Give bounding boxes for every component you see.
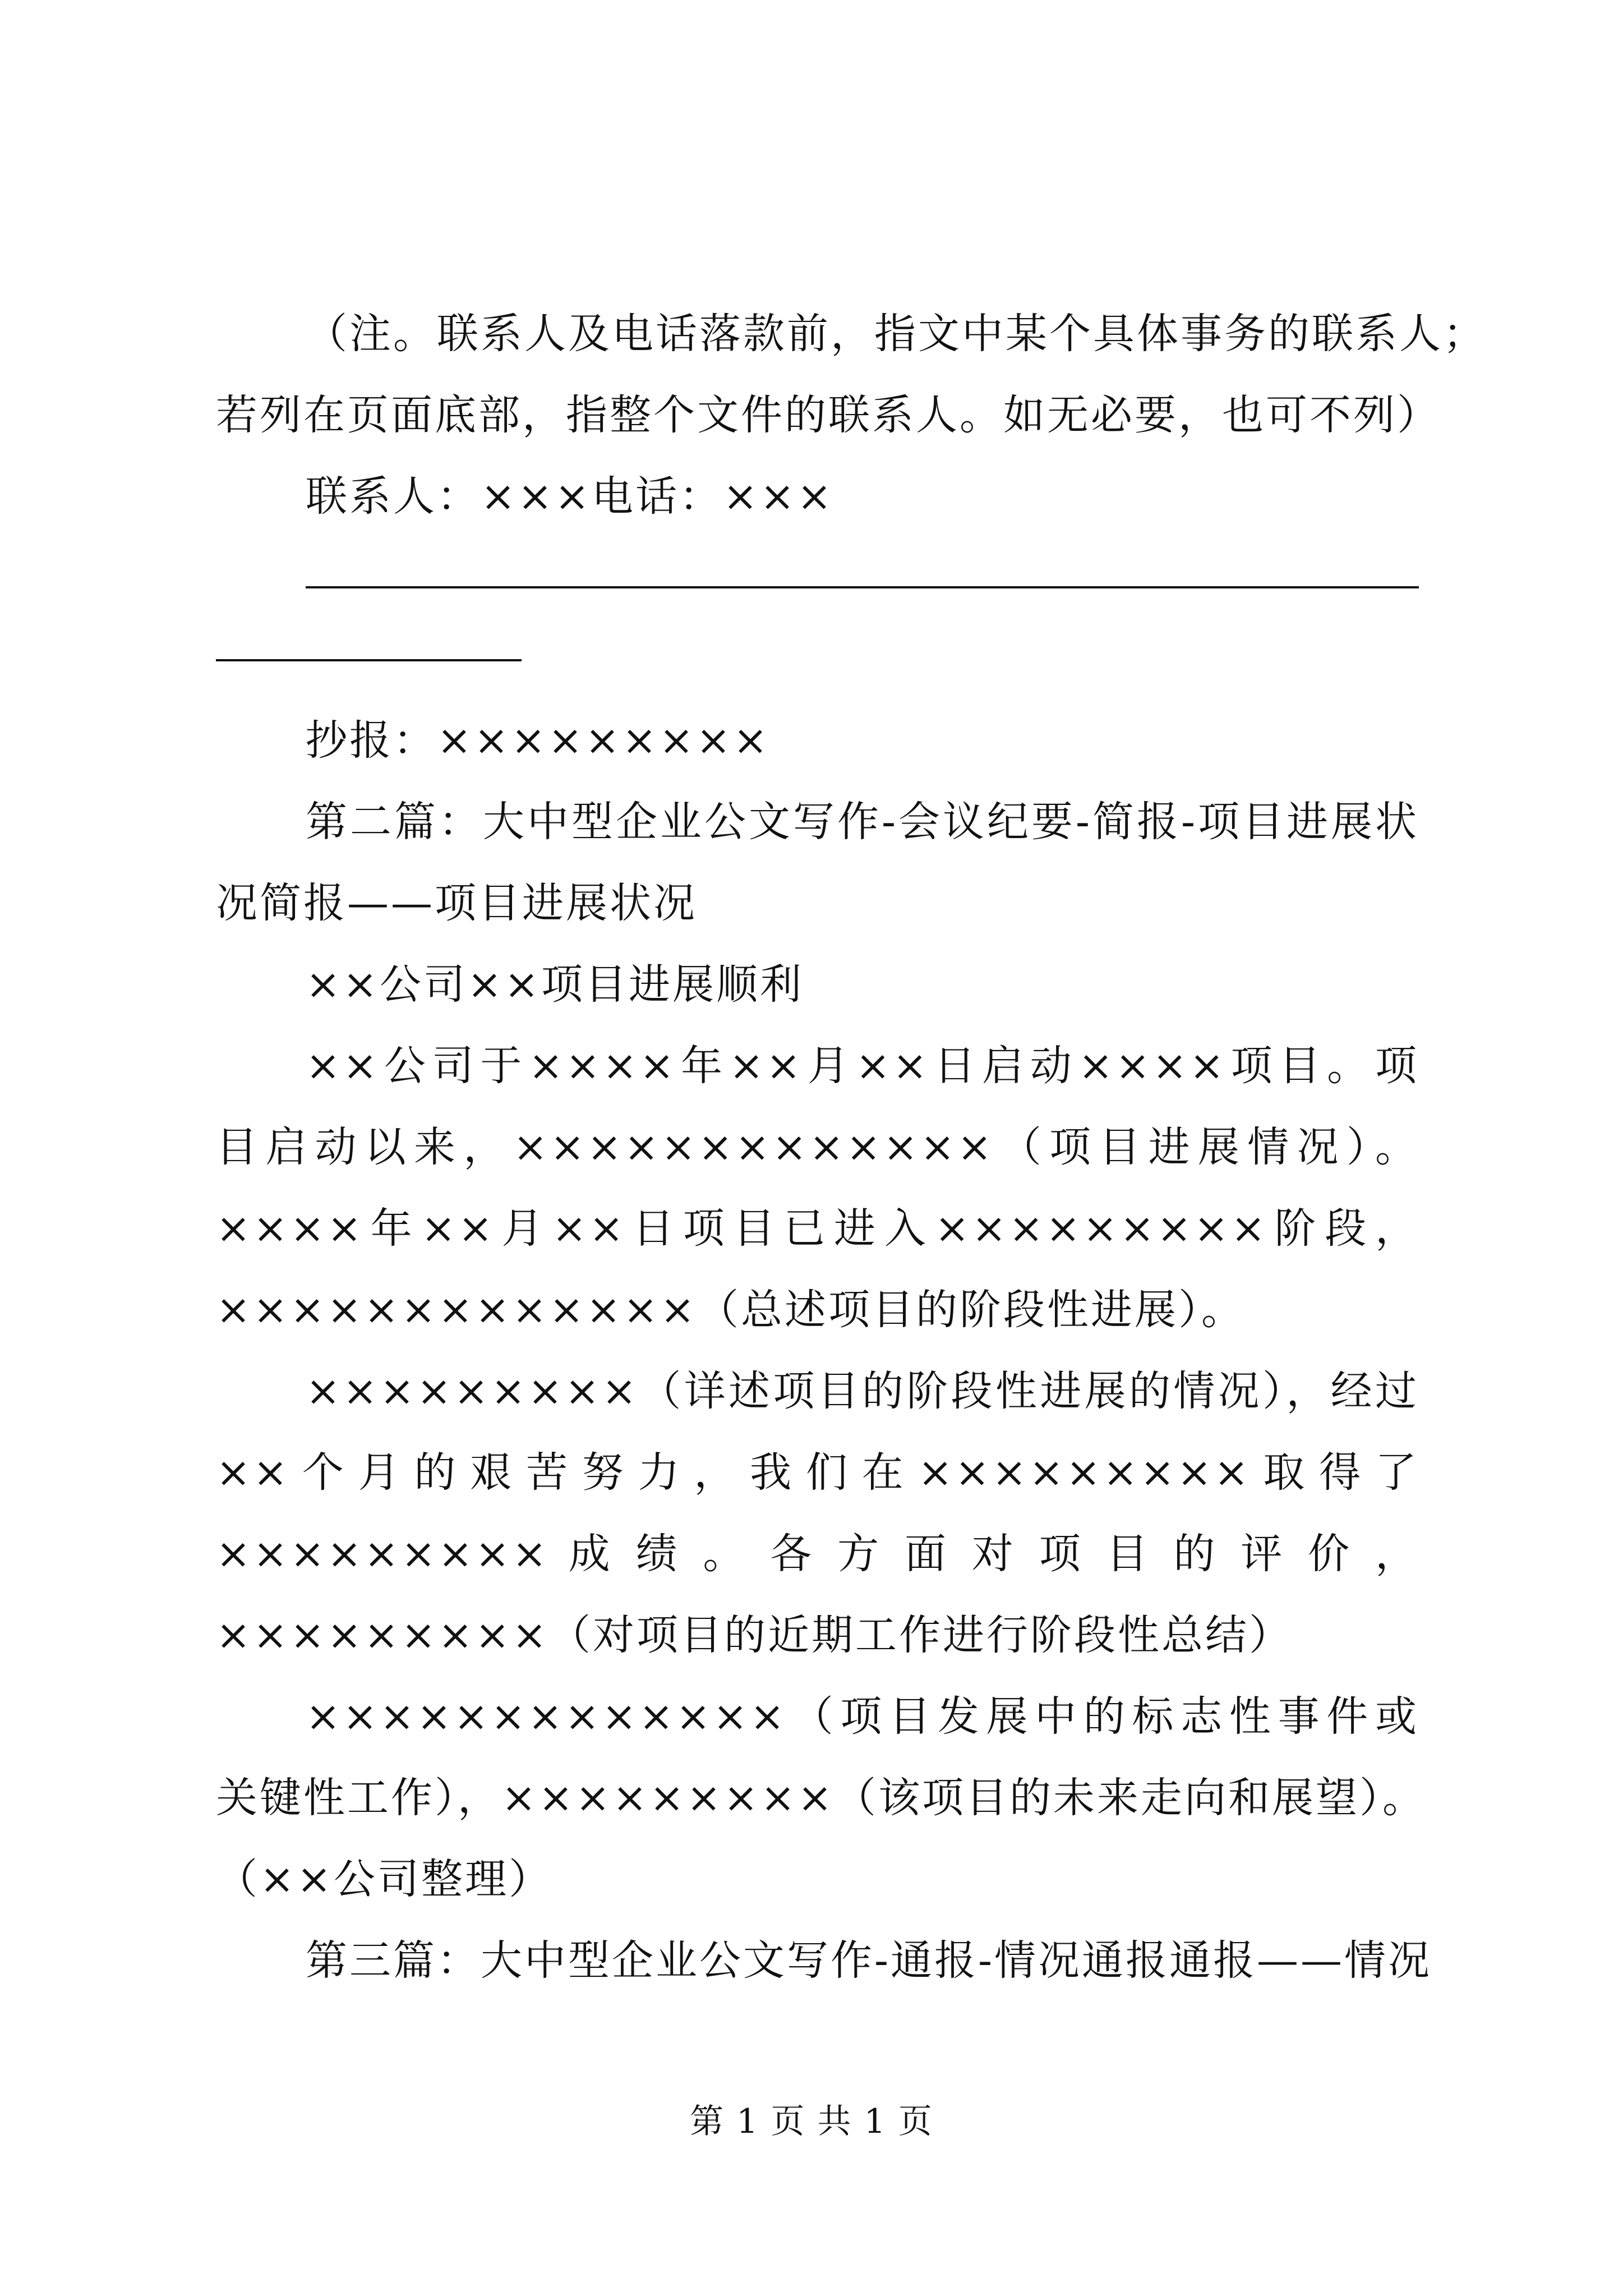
- paragraph-3-line-3: （××公司整理）: [216, 1855, 553, 1903]
- paragraph-2-line-2: ××个月的艰苦努力，我们在×××××××××取得了: [216, 1448, 1419, 1497]
- paragraph-2-line-1: ×××××××××（详述项目的阶段性进展的情况），经过: [306, 1367, 1419, 1415]
- section-three-heading: 第三篇：大中型企业公文写作-通报-情况通报通报——情况: [306, 1936, 1432, 1985]
- briefing-title: ××公司××项目进展顺利: [306, 960, 804, 1009]
- section-two-heading-line-2: 况简报——项目进展状况: [216, 879, 697, 927]
- page-number-footer: 第 1 页 共 1 页: [690, 2102, 933, 2141]
- paragraph-2-line-3: ××××××××× 成 绩 。 各 方 面 对 项 目 的 评 价 ，: [216, 1530, 1419, 1578]
- paragraph-3-line-1: ×××××××××××××（项目发展中的标志性事件或: [306, 1692, 1419, 1741]
- note-paragraph-line-1: （注。联系人及电话落款前，指文中某个具体事务的联系人；: [306, 310, 1487, 358]
- paragraph-1-line-1: ××公司于××××年××月××日启动××××项目。项: [306, 1042, 1419, 1090]
- paragraph-1-line-3: ××××年××月××日项目已进入×××××××××阶段，: [216, 1204, 1419, 1253]
- cc-line: 抄报：×××××××××: [306, 716, 771, 765]
- paragraph-1-line-2: 目启动以来，×××××××××××××（项目进展情况）。: [216, 1123, 1419, 1171]
- separator-rule-1: [306, 586, 1419, 588]
- separator-rule-2: [216, 659, 522, 661]
- paragraph-2-line-4: ×××××××××（对项目的近期工作进行阶段性总结）: [216, 1611, 1293, 1659]
- paragraph-1-line-4: ×××××××××××××（总述项目的阶段性进展）。: [216, 1286, 1246, 1334]
- contact-line: 联系人：×××电话：×××: [306, 472, 834, 521]
- section-two-heading-line-1: 第二篇：大中型企业公文写作-会议纪要-简报-项目进展状: [306, 798, 1419, 846]
- note-paragraph-line-2: 若列在页面底部，指整个文件的联系人。如无必要，也可不列）: [216, 391, 1441, 439]
- paragraph-3-line-2: 关键性工作），×××××××××（该项目的未来走向和展望）。: [216, 1774, 1427, 1822]
